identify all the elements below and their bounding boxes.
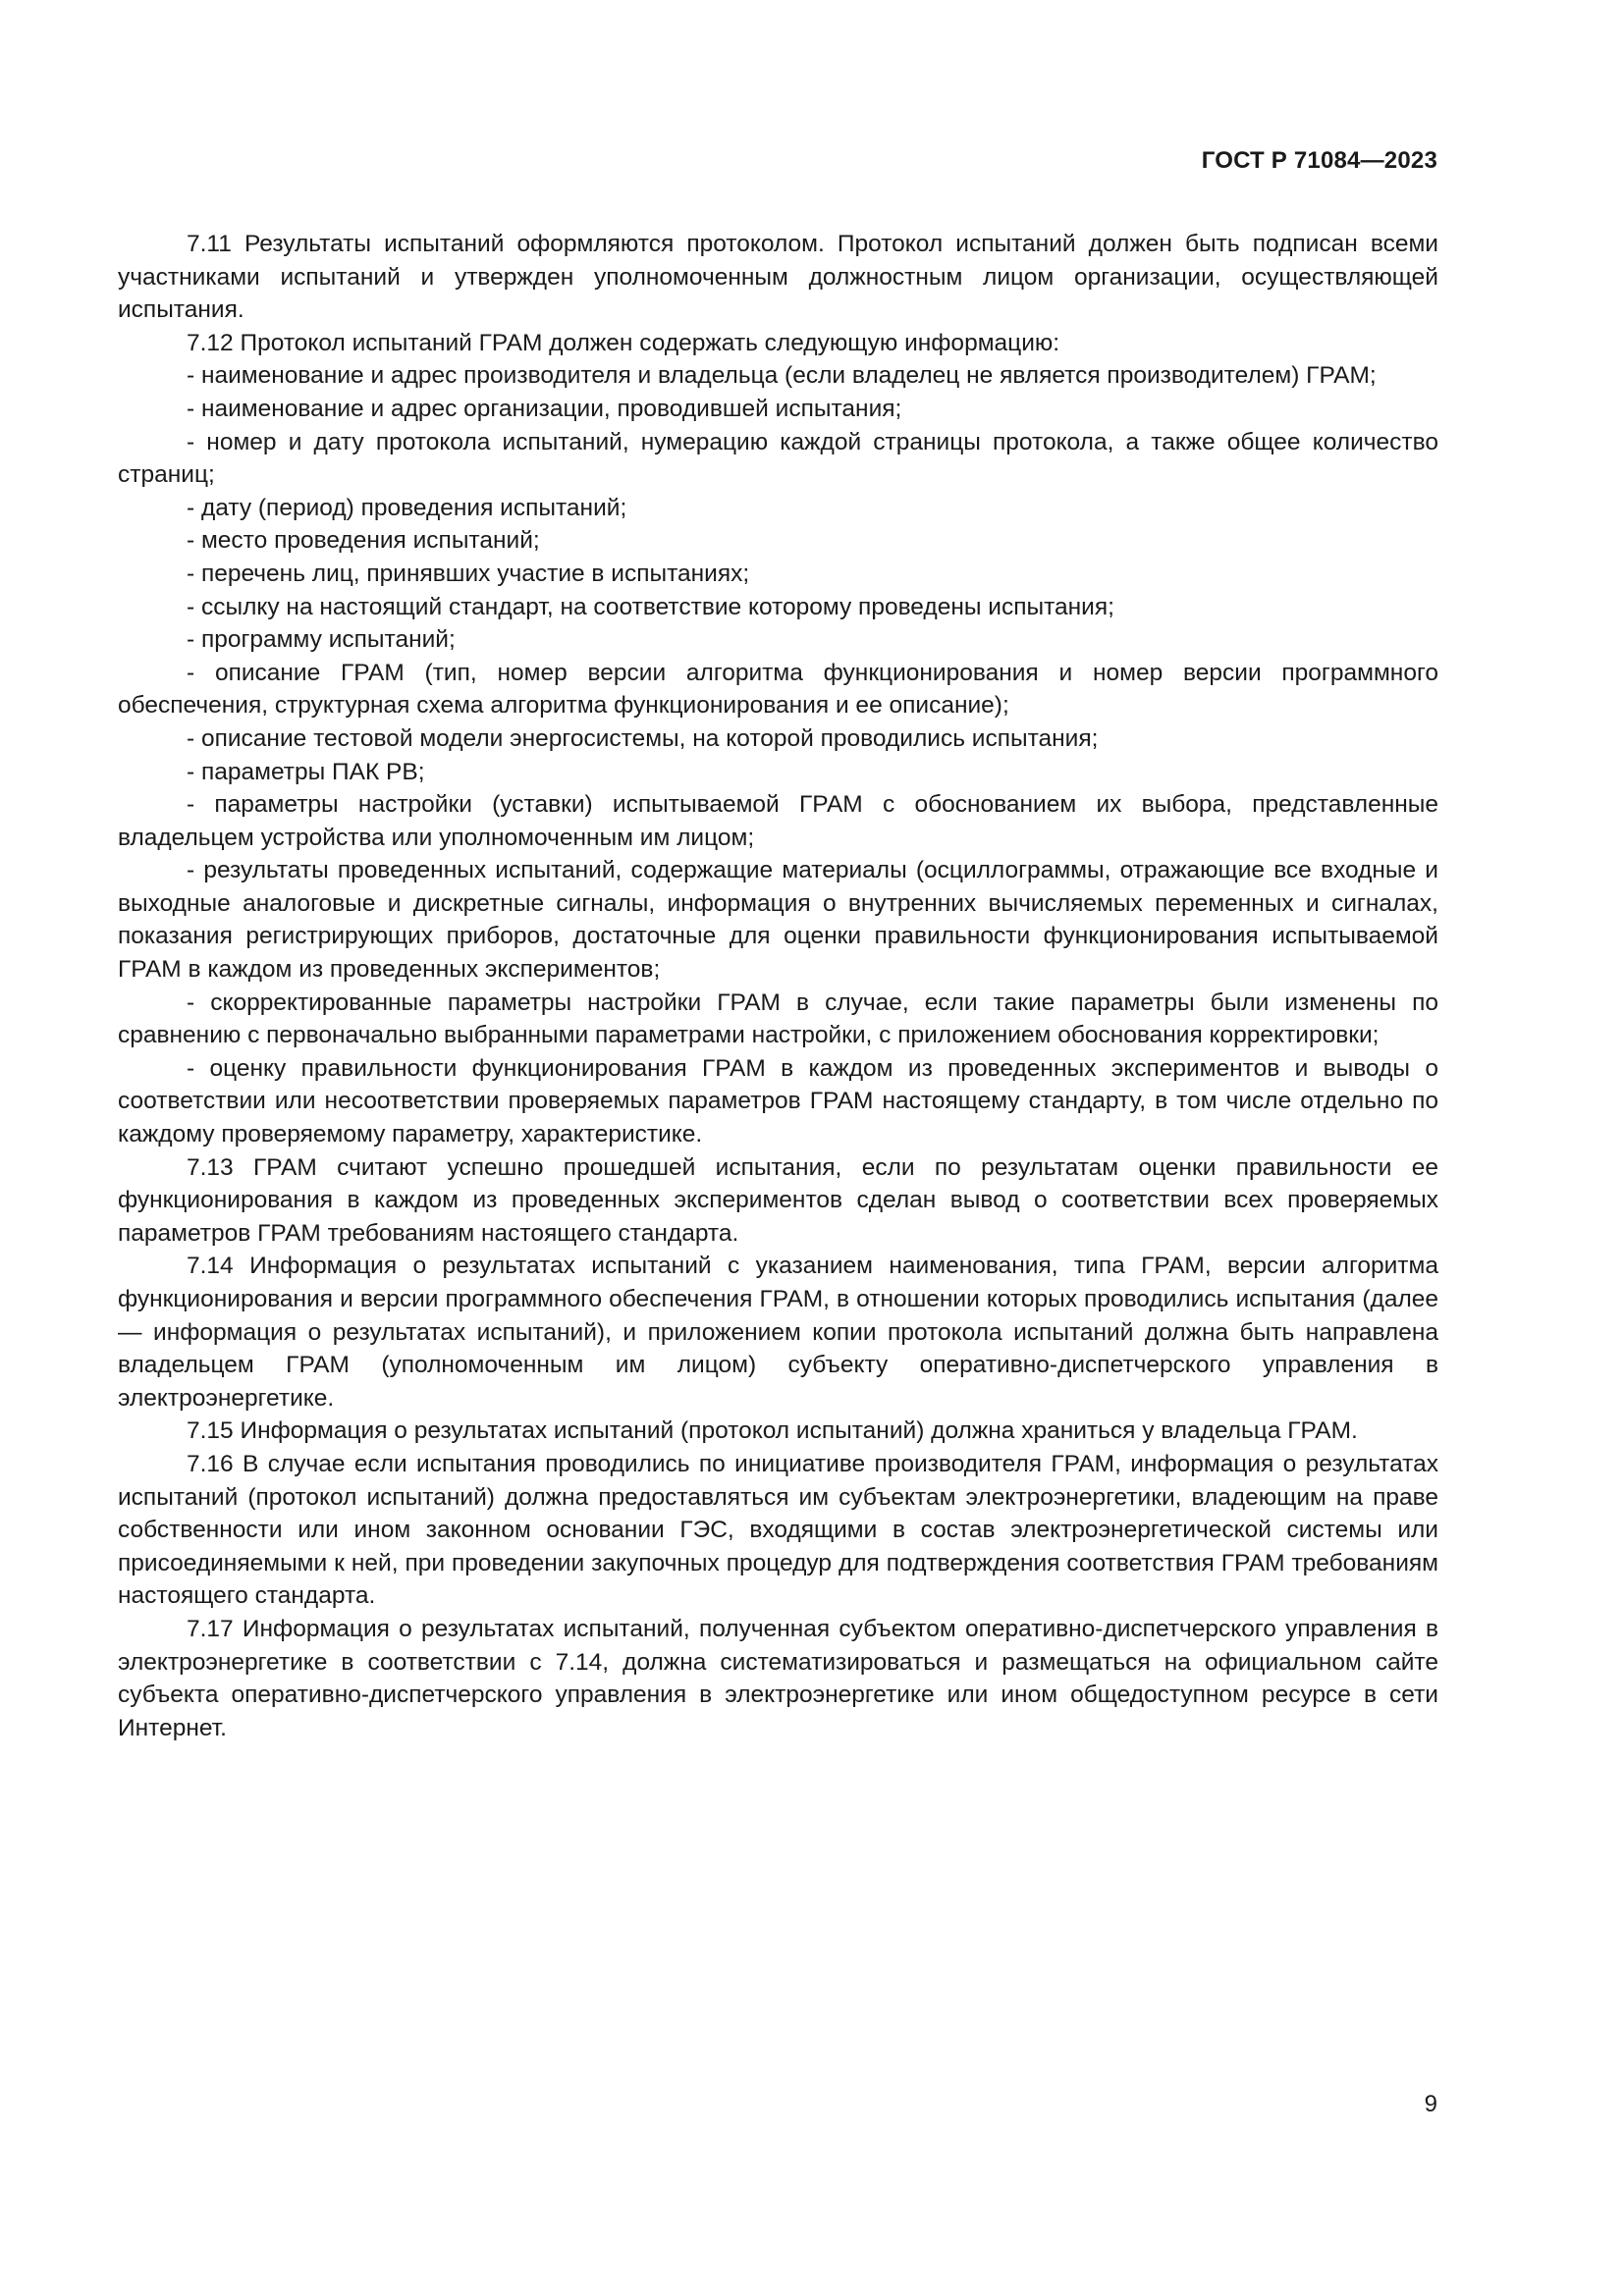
list-item-test-date: - дату (период) проведения испытаний; bbox=[187, 494, 627, 521]
page-number: 9 bbox=[1424, 2091, 1437, 2117]
list-item-test-place: - место проведения испытаний; bbox=[187, 527, 540, 555]
list-item-pak-rv: - параметры ПАК РВ; bbox=[187, 758, 425, 785]
list-item-settings: - параметры настройки (уставки) испытываемой ГРАМ с обоснованием их выбора, представленные владельцем устройства или уполномоченным им лицом; bbox=[118, 791, 1438, 851]
paragraph-7-12: 7.12 Протокол испытаний ГРАМ должен содержать следующую информацию: bbox=[187, 329, 1060, 356]
list-item-protocol-number: - номер и дату протокола испытаний, нумерацию каждой страницы протокола, а также общее количество страниц; bbox=[118, 428, 1438, 489]
list-item-corrected-settings: - скорректированные параметры настройки ГРАМ в случае, если такие параметры были изменены по сравнению с первоначально выбранными параметрами настройки, с приложением обоснования корректировки; bbox=[118, 988, 1438, 1049]
paragraph-7-17: 7.17 Информация о результатах испытаний, полученная субъектом оперативно-диспетчерского управления в электроэнергетике в соответствии с 7.14, должна систематизироваться и размещаться на официальном сайте субъекта оперативно-диспетчерского управления в электроэнергетике или ином общедоступном ресурсе в сети Интернет. bbox=[118, 1615, 1438, 1741]
paragraph-7-11: 7.11 Результаты испытаний оформляются протоколом. Протокол испытаний должен быть подписан всеми участниками испытаний и утвержден уполномоченным должностным лицом организации, осуществляющей испытания. bbox=[118, 231, 1438, 324]
list-item-test-organization: - наименование и адрес организации, проводившей испытания; bbox=[187, 395, 902, 422]
paragraph-7-13: 7.13 ГРАМ считают успешно прошедшей испытания, если по результатам оценки правильности ее функционирования в каждом из проведенных экспериментов сделан вывод о соответствии всех проверяемых параметров ГРАМ требованиям настоящего стандарта. bbox=[118, 1153, 1438, 1247]
list-item-gram-description: - описание ГРАМ (тип, номер версии алгоритма функционирования и номер версии программного обеспечения, структурная схема алгоритма функционирования и ее описание); bbox=[118, 659, 1438, 720]
paragraph-7-15: 7.15 Информация о результатах испытаний (протокол испытаний) должна храниться у владельца ГРАМ. bbox=[187, 1417, 1358, 1445]
paragraph-7-14: 7.14 Информация о результатах испытаний с указанием наименования, типа ГРАМ, версии алгоритма функционирования и версии программного обеспечения ГРАМ, в отношении которых проводились испытания (далее — информация о результатах испытаний), и приложением копии протокола испытаний должна быть направлена владельцем ГРАМ (уполномоченным им лицом) субъекту оперативно-диспетчерского управления в электроэнергетике. bbox=[118, 1253, 1438, 1412]
list-item-manufacturer: - наименование и адрес производителя и владельца (если владелец не является производителем) ГРАМ; bbox=[187, 362, 1377, 390]
list-item-results: - результаты проведенных испытаний, содержащие материалы (осциллограммы, отражающие все входные и выходные аналоговые и дискретные сигналы, информация о внутренних вычисляемых переменных и сигналах, показания регистрирующих приборов, достаточные для оценки правильности функционирования испытываемой ГРАМ в каждом из проведенных экспериментов; bbox=[118, 857, 1438, 984]
list-item-assessment: - оценку правильности функционирования ГРАМ в каждом из проведенных экспериментов и выводы о соответствии или несоответствии проверяемых параметров ГРАМ настоящему стандарту, в том числе отдельно по каждому проверяемому параметру, характеристике. bbox=[118, 1054, 1438, 1148]
paragraph-7-16: 7.16 В случае если испытания проводились по инициативе производителя ГРАМ, информация о результатах испытаний (протокол испытаний) должна предоставляться им субъектам электроэнергетики, владеющим на праве собственности или ином законном основании ГЭС, входящими в состав электроэнергетической системы или присоединяемыми к ней, при проведении закупочных процедур для подтверждения соответствия ГРАМ требованиям настоящего стандарта. bbox=[118, 1450, 1438, 1610]
list-item-participants: - перечень лиц, принявших участие в испытаниях; bbox=[187, 560, 750, 587]
document-code-header: ГОСТ Р 71084—2023 bbox=[1201, 147, 1437, 174]
list-item-standard-reference: - ссылку на настоящий стандарт, на соответствие которому проведены испытания; bbox=[187, 593, 1114, 620]
document-body bbox=[118, 228, 1438, 1744]
list-item-test-program: - программу испытаний; bbox=[187, 626, 456, 654]
list-item-test-model: - описание тестовой модели энергосистемы, на которой проводились испытания; bbox=[187, 724, 1099, 752]
